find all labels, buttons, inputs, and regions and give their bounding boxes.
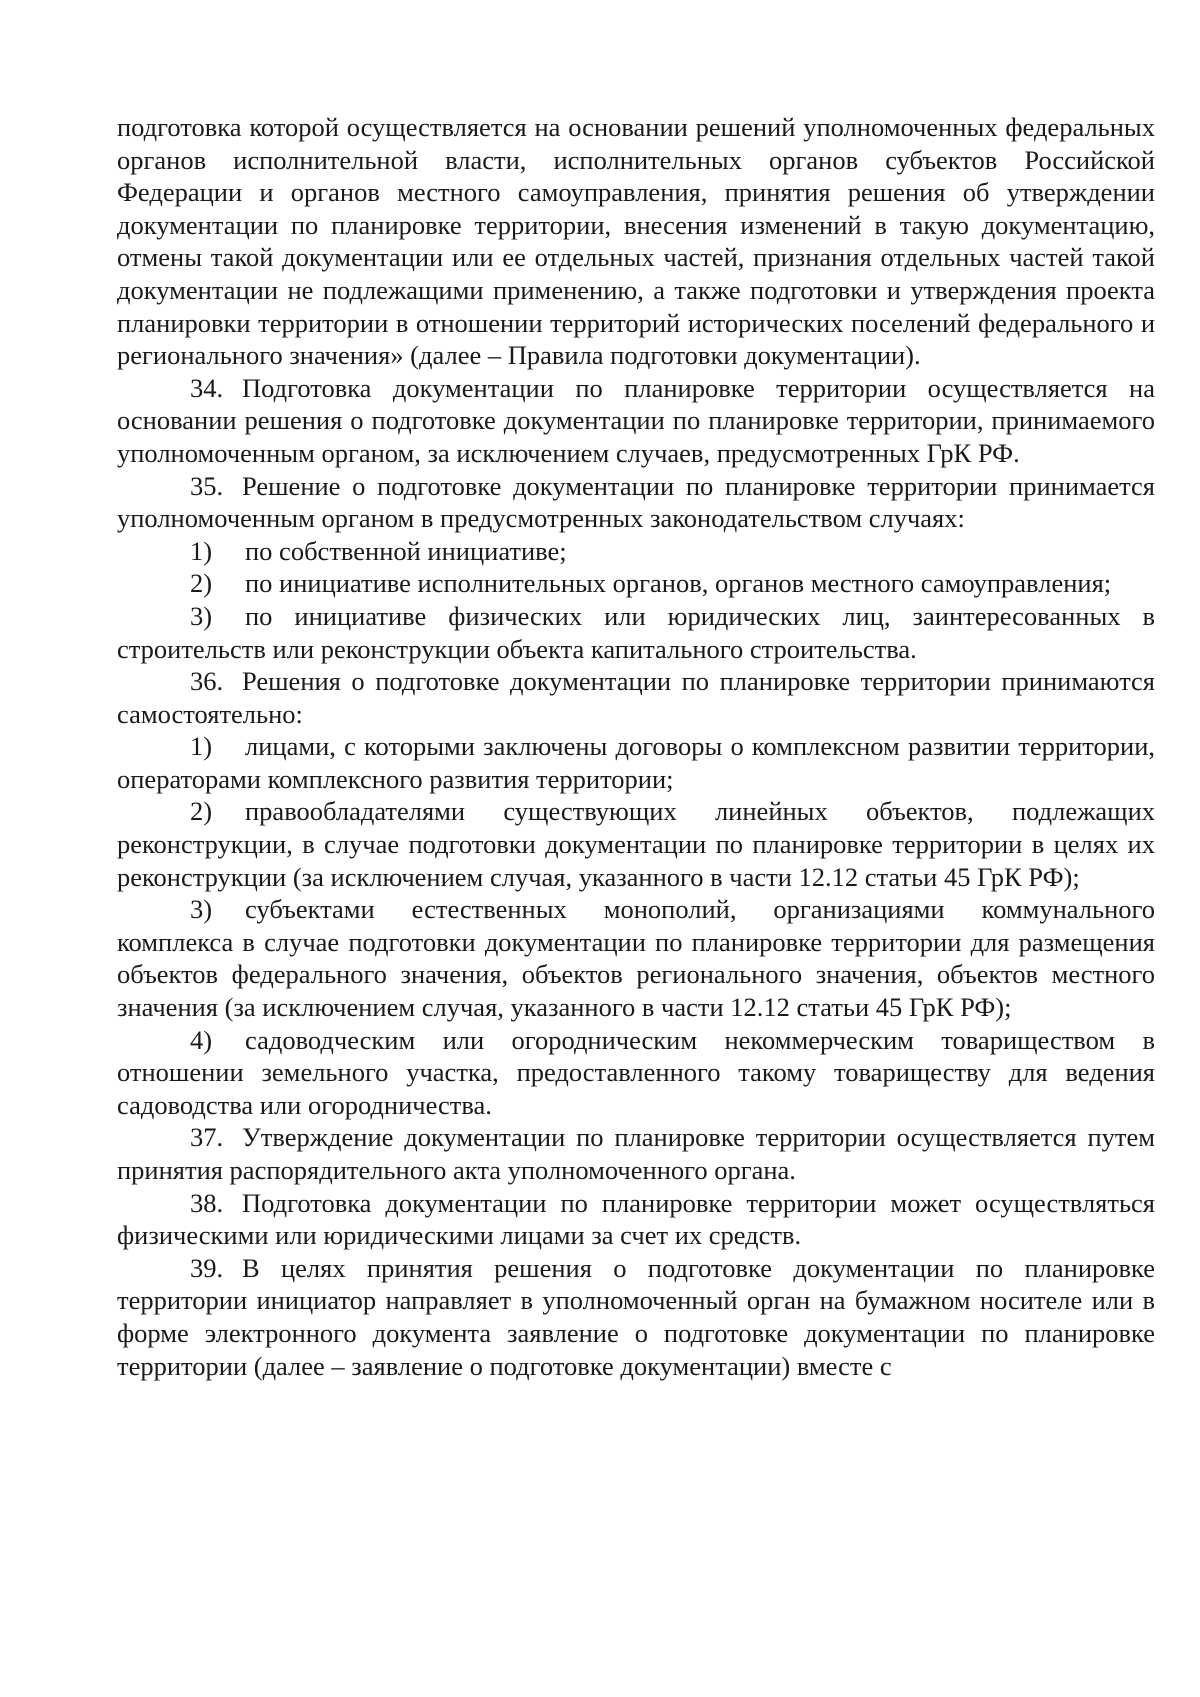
item-text: по инициативе исполнительных органов, органов местного самоуправления;: [245, 568, 1112, 599]
clause-text: Решение о подготовке документации по планировке территории принимается уполномоченным органом в предусмотренных законодательством случаях:: [117, 470, 1155, 534]
clause-text: Решения о подготовке документации по планировке территории принимаются самостоятельно:: [117, 666, 1155, 729]
list-item: [117, 535, 1155, 568]
item-number: 2): [190, 796, 213, 827]
item-number: 1): [190, 731, 213, 762]
clause-number: 38.: [190, 1187, 224, 1218]
item-number: 3): [190, 600, 213, 631]
list-item: [117, 567, 1155, 600]
clause-38: [117, 1187, 1155, 1252]
item-number: 3): [190, 894, 213, 925]
paragraph-text: подготовка которой осуществляется на основании решений уполномоченных федеральных органов исполнительной власти, исполнительных органов субъектов Российской Федерации и органов местного самоуправления, принятия решения об утверждении документации по планировке территории, внесения изменений в такую документацию, отмены такой документации или ее отдельных частей, признания отдельных частей такой документации не подлежащими применению, а также подготовки и утверждения проекта планировки территории в отношении территорий исторических поселений федерального и регионального значения» (далее – Правила подготовки документации).: [117, 112, 1155, 371]
clause-39: [117, 1252, 1155, 1382]
clause-number: 36.: [190, 666, 224, 697]
clause-text: Утверждение документации по планировке территории осуществляется путем принятия распорядительного акта уполномоченного органа.: [117, 1122, 1155, 1185]
list-item: [117, 600, 1155, 665]
clause-35: [117, 470, 1155, 535]
item-number: 2): [190, 568, 213, 599]
clause-34: [117, 372, 1155, 470]
list-item: [117, 1024, 1155, 1122]
clause-text: Подготовка документации по планировке территории осуществляется на основании решения о подготовке документации по планировке территории, принимаемого уполномоченным органом, за исключением случаев, предусмотренных ГрК РФ.: [117, 372, 1155, 468]
list-item: [117, 730, 1155, 795]
item-text: по инициативе физических или юридических лиц, заинтересованных в строительств или реконструкции объекта капитального строительства.: [117, 600, 1155, 664]
item-text: садоводческим или огородническим некоммерческим товариществом в отношении земельного участка, предоставленного такому товариществу для ведения садоводства или огородничества.: [117, 1024, 1155, 1120]
clause-number: 35.: [190, 470, 224, 501]
clause-number: 34.: [190, 372, 224, 403]
clause-37: [117, 1121, 1155, 1186]
document-page: [117, 111, 1155, 1382]
paragraph-continuation: [117, 111, 1155, 372]
item-text: по собственной инициативе;: [245, 535, 567, 566]
list-item: [117, 795, 1155, 893]
item-text: субъектами естественных монополий, организациями коммунального комплекса в случае подготовки документации по планировке территории для размещения объектов федерального значения, объектов регионального значения, объектов местного значения (за исключением случая, указанного в части 12.12 статьи 45 ГрК РФ);: [117, 894, 1155, 1023]
item-text: правообладателями существующих линейных объектов, подлежащих реконструкции, в случае подготовки документации по планировке территории в целях их реконструкции (за исключением случая, указанного в части 12.12 статьи 45 ГрК РФ);: [117, 796, 1155, 892]
item-number: 4): [190, 1024, 213, 1055]
clause-number: 39.: [190, 1252, 224, 1283]
item-text: лицами, с которыми заключены договоры о комплексном развитии территории, операторами комплексного развития территории;: [117, 731, 1155, 794]
list-item: [117, 893, 1155, 1023]
clause-text: Подготовка документации по планировке территории может осуществляться физическими или юридическими лицами за счет их средств.: [117, 1187, 1155, 1251]
clause-36: [117, 665, 1155, 730]
clause-text: В целях принятия решения о подготовке документации по планировке территории инициатор направляет в уполномоченный орган на бумажном носителе или в форме электронного документа заявление о подготовке документации по планировке территории (далее – заявление о подготовке документации) вместе с: [117, 1252, 1155, 1381]
item-number: 1): [190, 535, 213, 566]
clause-number: 37.: [190, 1122, 224, 1153]
